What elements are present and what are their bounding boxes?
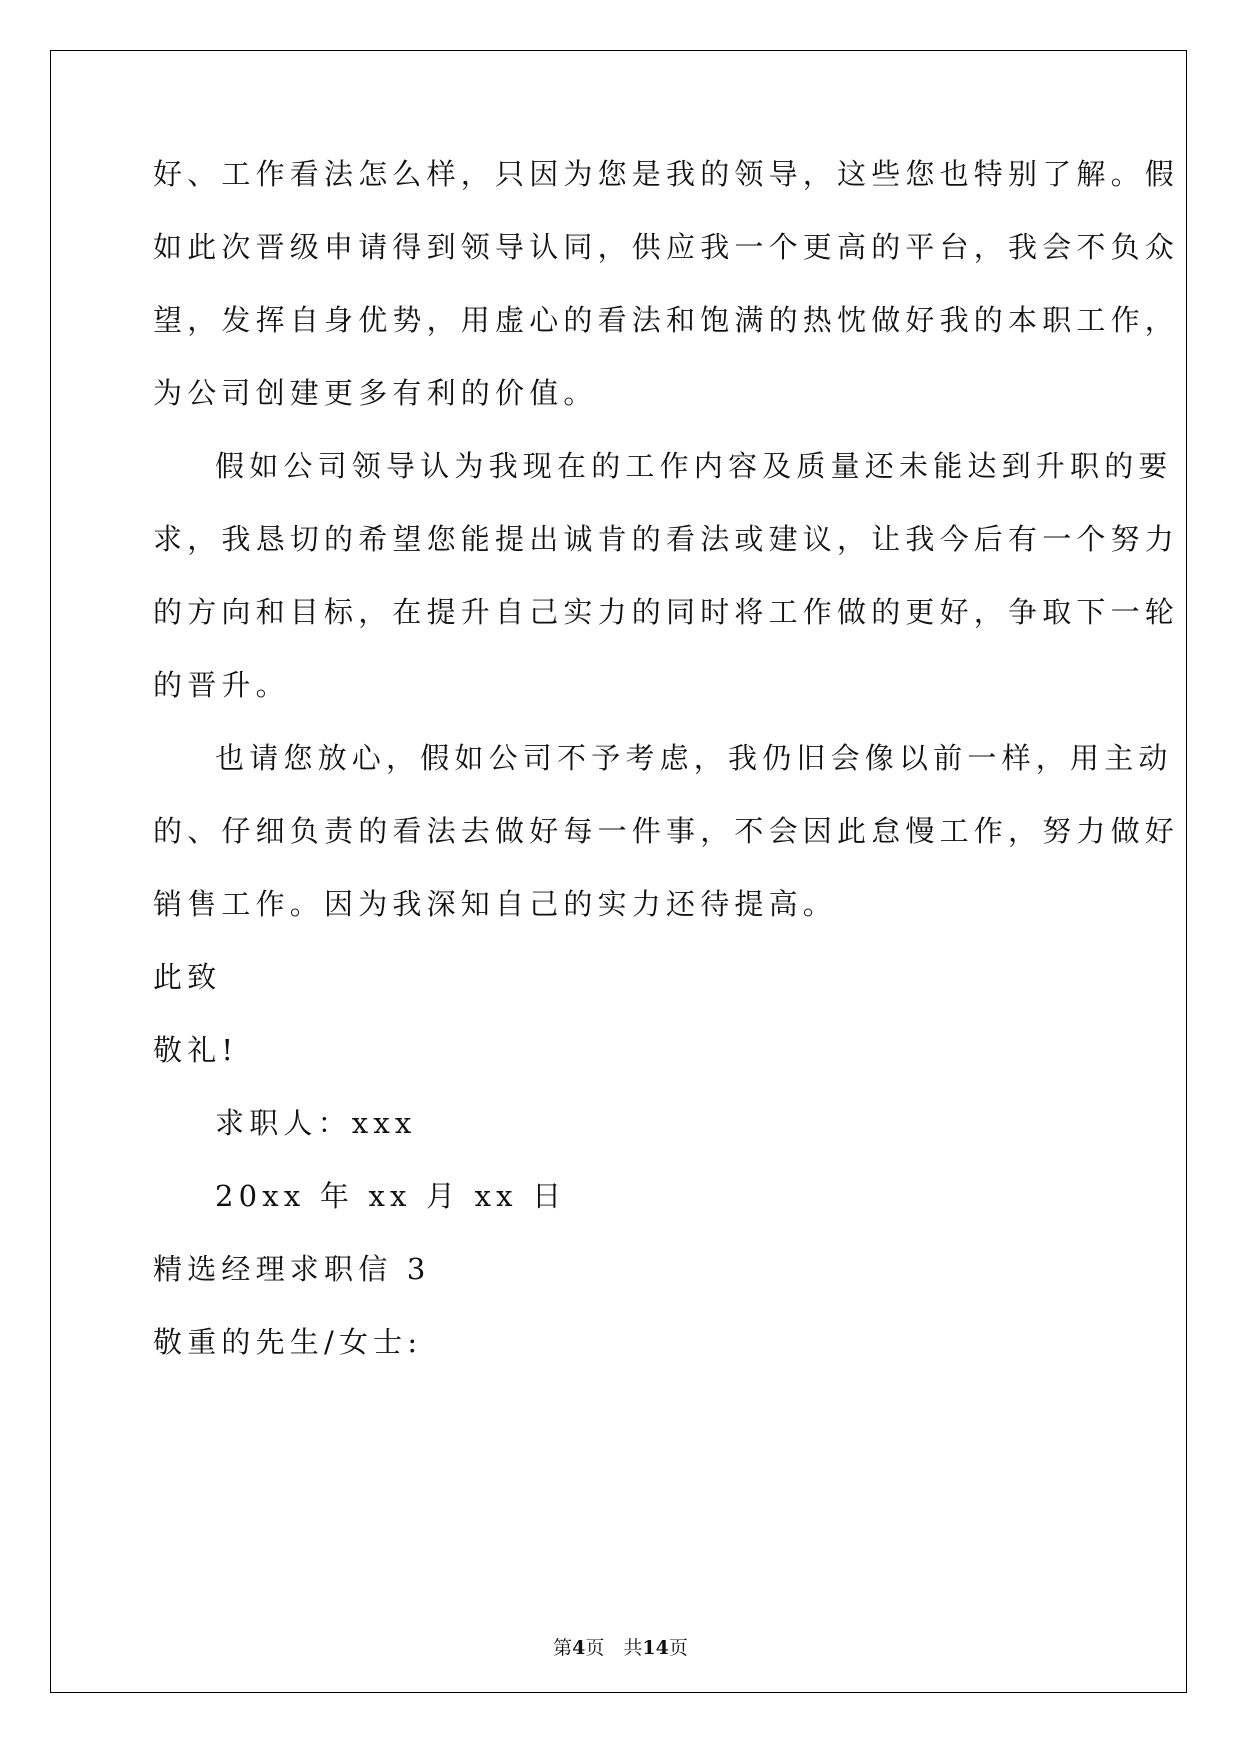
salutation-line: 敬礼! (153, 1033, 239, 1067)
section-title: 精选经理求职信 3 (153, 1252, 431, 1286)
closing-line: 此致 (153, 960, 222, 994)
body-line: 销售工作。因为我深知自己的实力还待提高。 (153, 887, 838, 921)
body-line: 如此次晋级申请得到领导认同，供应我一个更高的平台，我会不负众 (153, 230, 1180, 264)
body-line: 的晋升。 (153, 668, 290, 702)
body-line: 也请您放心，假如公司不予考虑，我仍旧会像以前一样，用主动 (215, 741, 1173, 775)
footer-prefix: 第 (553, 1637, 573, 1659)
total-pages: 14 (642, 1637, 669, 1659)
footer-mid: 页 共 (585, 1637, 643, 1659)
page-number: 4 (572, 1637, 586, 1659)
body-line: 的、仔细负责的看法去做好每一件事，不会因此怠慢工作，努力做好 (153, 814, 1180, 848)
body-line: 为公司创建更多有利的价值。 (153, 376, 598, 410)
body-line: 望，发挥自身优势，用虚心的看法和饱满的热忱做好我的本职工作， (153, 303, 1180, 337)
body-line: 假如公司领导认为我现在的工作内容及质量还未能达到升职的要 (215, 449, 1173, 483)
footer-suffix: 页 (668, 1637, 688, 1659)
body-line: 的方向和目标，在提升自己实力的同时将工作做的更好，争取下一轮 (153, 595, 1180, 629)
date-line: 20xx 年 xx 月 xx 日 (215, 1179, 567, 1213)
page-footer (0, 1633, 1241, 1660)
page-border (50, 50, 1187, 1693)
body-line: 求，我恳切的希望您能提出诚肯的看法或建议，让我今后有一个努力 (153, 522, 1180, 556)
greeting-line: 敬重的先生/女士: (153, 1325, 423, 1359)
signature-line: 求职人：xxx (215, 1106, 417, 1140)
body-line: 好、工作看法怎么样，只因为您是我的领导，这些您也特别了解。假 (153, 157, 1180, 191)
